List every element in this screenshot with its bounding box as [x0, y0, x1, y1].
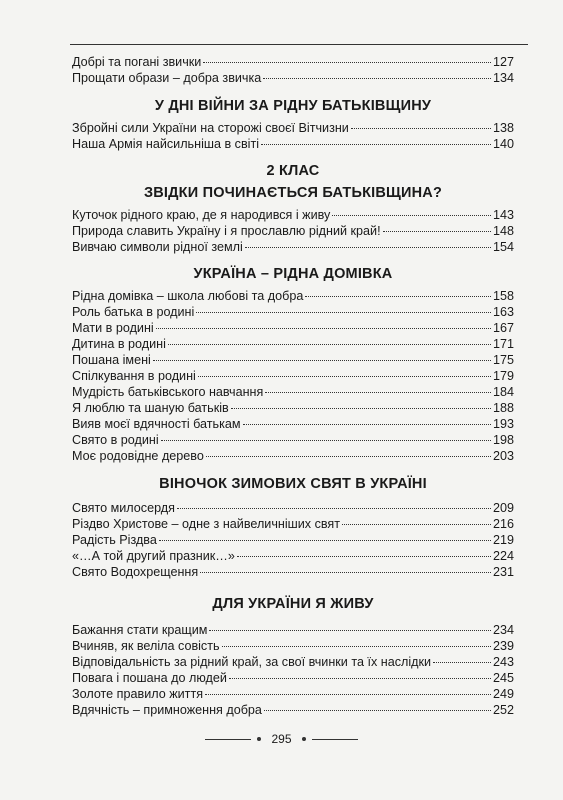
dot-leader: [305, 296, 491, 297]
entry-page: 249: [492, 687, 514, 701]
dot-leader: [206, 456, 491, 457]
entry-title: Радість Різдва: [72, 533, 157, 547]
toc-section: [72, 98, 514, 152]
entry-title: Пошана імені: [72, 353, 151, 367]
dot-leader: [261, 144, 491, 145]
entry-page: 143: [492, 208, 514, 222]
entry-page: 245: [492, 671, 514, 685]
dot-leader: [156, 328, 491, 329]
dot-leader: [198, 376, 491, 377]
entry-title: Збройні сили України на сторожі своєї Вітчизни: [72, 121, 349, 135]
section-heading: УКРАЇНА – РІДНА ДОМІВКА: [193, 266, 393, 282]
entry-page: 163: [492, 305, 514, 319]
entry-title: Золоте правило життя: [72, 687, 204, 701]
entry-page: 219: [492, 533, 514, 547]
entry-page: 239: [492, 639, 514, 653]
entry-page: 138: [492, 121, 514, 135]
entry-title: «…А той другий празник…»: [72, 549, 235, 563]
dot-leader: [383, 231, 491, 232]
dot-leader: [200, 572, 491, 573]
section-heading: ДЛЯ УКРАЇНИ Я ЖИВУ: [212, 596, 374, 612]
section-heading: У ДНІ ВІЙНИ ЗА РІДНУ БАТЬКІВЩИНУ: [154, 98, 432, 114]
entry-page: 188: [492, 401, 514, 415]
entry-title: Рідна домівка – школа любові та добра: [72, 289, 304, 303]
page-number: 295: [271, 732, 292, 746]
entry-title: Повага і пошана до людей: [72, 671, 227, 685]
entry-title: Дитина в родині: [72, 337, 166, 351]
entry-page: 179: [492, 369, 514, 383]
entry-title: Вчиняв, як веліла совість: [72, 639, 220, 653]
toc-entry[interactable]: [72, 670, 514, 686]
toc-entry[interactable]: [72, 686, 514, 702]
toc-entry[interactable]: [72, 532, 514, 548]
toc-entry[interactable]: [72, 239, 514, 255]
entry-title: Бажання стати кращим: [72, 623, 208, 637]
toc-entry[interactable]: [72, 564, 514, 580]
toc-entry[interactable]: [72, 352, 514, 368]
entry-page: 216: [492, 517, 514, 531]
dot-leader: [209, 630, 491, 631]
toc-entry[interactable]: [72, 622, 514, 638]
entry-title: Мудрість батьківського навчання: [72, 385, 264, 399]
entry-page: 154: [492, 240, 514, 254]
dot-leader: [161, 440, 491, 441]
toc-entry[interactable]: [72, 654, 514, 670]
toc-entry[interactable]: [72, 320, 514, 336]
toc-section: [72, 54, 514, 86]
section-heading: ЗВІДКИ ПОЧИНАЄТЬСЯ БАТЬКІВЩИНА?: [143, 185, 443, 201]
toc-section: [72, 266, 514, 464]
toc-entry[interactable]: [72, 432, 514, 448]
toc-section: [72, 163, 514, 255]
footer-rule-left: [205, 739, 251, 740]
footer-rule-right: [312, 739, 358, 740]
toc-entry[interactable]: [72, 516, 514, 532]
entry-page: 158: [492, 289, 514, 303]
dot-leader: [177, 508, 491, 509]
entry-page: 127: [492, 55, 514, 69]
toc-entry[interactable]: [72, 416, 514, 432]
dot-leader: [222, 646, 491, 647]
entry-page: 203: [492, 449, 514, 463]
toc-entry[interactable]: [72, 638, 514, 654]
entry-page: 193: [492, 417, 514, 431]
dot-leader: [231, 408, 491, 409]
entry-page: 231: [492, 565, 514, 579]
entry-page: 171: [492, 337, 514, 351]
entry-page: 175: [492, 353, 514, 367]
section-heading: ВІНОЧОК ЗИМОВИХ СВЯТ В УКРАЇНІ: [159, 476, 427, 492]
dot-leader: [229, 678, 491, 679]
class-label: 2 КЛАС: [266, 163, 320, 179]
entry-title: Вияв моєї вдячності батькам: [72, 417, 241, 431]
dot-leader: [237, 556, 491, 557]
toc-entry[interactable]: [72, 304, 514, 320]
toc-entry[interactable]: [72, 207, 514, 223]
toc-entry[interactable]: [72, 288, 514, 304]
toc-entry[interactable]: [72, 120, 514, 136]
entry-page: 209: [492, 501, 514, 515]
footer-dot-left: [257, 737, 261, 741]
dot-leader: [342, 524, 491, 525]
entry-title: Природа славить Україну і я прославлю рідний край!: [72, 224, 381, 238]
table-of-contents: [72, 54, 514, 718]
entry-title: Куточок рідного краю, де я народився і живу: [72, 208, 331, 222]
entry-title: Мати в родині: [72, 321, 154, 335]
entry-title: Вдячність – примноження добра: [72, 703, 262, 717]
toc-entry[interactable]: [72, 70, 514, 86]
entry-page: 167: [492, 321, 514, 335]
dot-leader: [332, 215, 491, 216]
entry-page: 224: [492, 549, 514, 563]
entry-page: 234: [492, 623, 514, 637]
toc-section: [72, 596, 514, 718]
dot-leader: [264, 710, 491, 711]
footer-dot-right: [302, 737, 306, 741]
entry-title: Моє родовідне дерево: [72, 449, 204, 463]
toc-entry[interactable]: [72, 136, 514, 152]
entry-title: Наша Армія найсильніша в світі: [72, 137, 260, 151]
entry-title: Свято Водохрещення: [72, 565, 199, 579]
entry-title: Я люблю та шаную батьків: [72, 401, 229, 415]
toc-entry[interactable]: [72, 448, 514, 464]
entry-page: 140: [492, 137, 514, 151]
dot-leader: [153, 360, 491, 361]
entry-page: 184: [492, 385, 514, 399]
entry-title: Свято милосердя: [72, 501, 175, 515]
dot-leader: [205, 694, 491, 695]
dot-leader: [196, 312, 491, 313]
entry-page: 243: [492, 655, 514, 669]
entry-page: 148: [492, 224, 514, 238]
toc-entry[interactable]: [72, 548, 514, 564]
dot-leader: [351, 128, 491, 129]
dot-leader: [433, 662, 491, 663]
entry-title: Прощати образи – добра звичка: [72, 71, 262, 85]
toc-entry[interactable]: [72, 500, 514, 516]
entry-title: Спілкування в родині: [72, 369, 196, 383]
dot-leader: [245, 247, 491, 248]
entry-page: 198: [492, 433, 514, 447]
dot-leader: [243, 424, 491, 425]
dot-leader: [159, 540, 491, 541]
toc-entry[interactable]: [72, 702, 514, 718]
dot-leader: [265, 392, 491, 393]
toc-entry[interactable]: [72, 384, 514, 400]
entry-page: 252: [492, 703, 514, 717]
toc-entry[interactable]: [72, 368, 514, 384]
dot-leader: [263, 78, 491, 79]
toc-entry[interactable]: [72, 400, 514, 416]
entry-title: Вивчаю символи рідної землі: [72, 240, 243, 254]
top-rule: [70, 44, 528, 45]
entry-title: Добрі та погані звички: [72, 55, 202, 69]
dot-leader: [203, 62, 491, 63]
page-footer: [0, 732, 563, 746]
dot-leader: [168, 344, 491, 345]
entry-page: 134: [492, 71, 514, 85]
toc-entry[interactable]: [72, 54, 514, 70]
entry-title: Свято в родині: [72, 433, 159, 447]
toc-entry[interactable]: [72, 336, 514, 352]
entry-title: Різдво Христове – одне з найвеличніших свят: [72, 517, 341, 531]
entry-title: Роль батька в родині: [72, 305, 195, 319]
entry-title: Відповідальність за рідний край, за свої вчинки та їх наслідки: [72, 655, 432, 669]
toc-section: [72, 476, 514, 580]
toc-entry[interactable]: [72, 223, 514, 239]
